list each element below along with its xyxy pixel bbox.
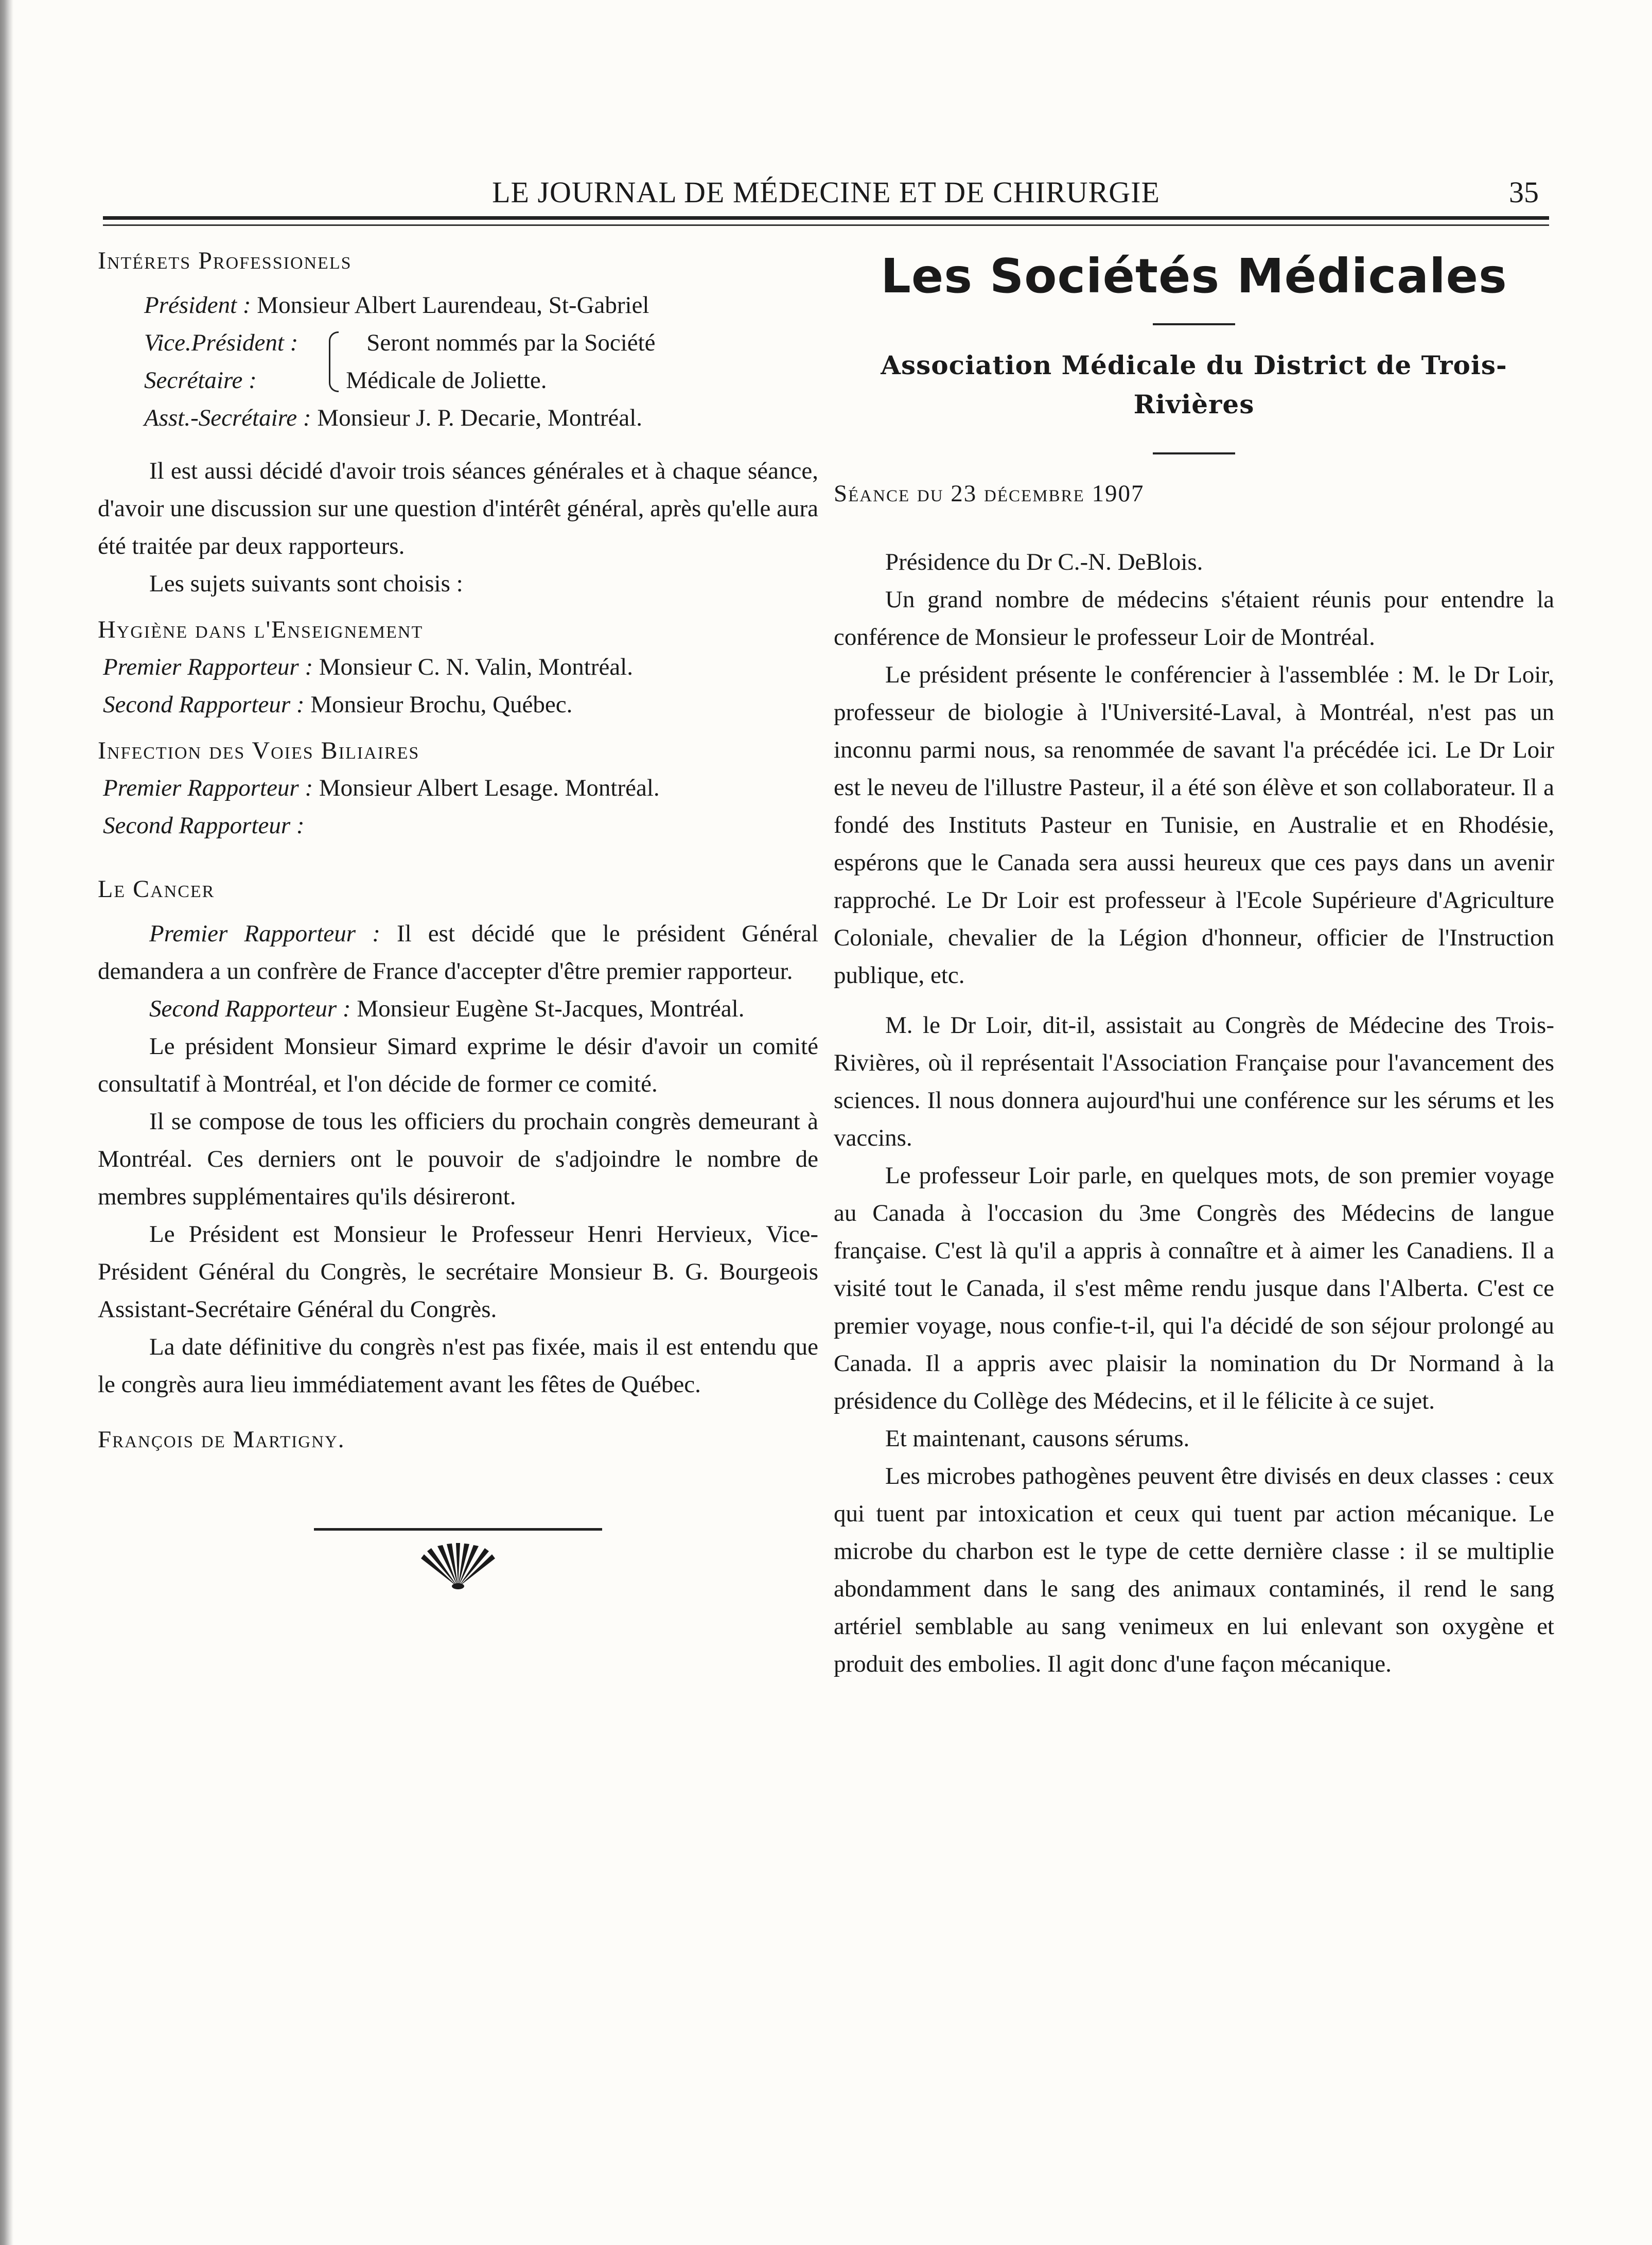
signature: François de Martigny. bbox=[98, 1426, 345, 1453]
seance-date: Séance du 23 décembre 1907 bbox=[834, 480, 1145, 507]
rapporteur-line bbox=[98, 648, 818, 686]
page-number: 35 bbox=[1509, 176, 1539, 209]
rapporteur-role: Premier Rapporteur : bbox=[103, 775, 313, 801]
officer-name: Monsieur Albert Laurendeau, St-Gabriel bbox=[257, 292, 649, 319]
scan-edge-shadow bbox=[0, 0, 13, 2245]
rapporteur-line bbox=[98, 769, 818, 807]
paragraph: Les sujets suivants sont choisis : bbox=[149, 570, 463, 597]
rapporteur-name: Monsieur C. N. Valin, Montréal. bbox=[319, 654, 633, 680]
officer-name: Monsieur J. P. Decarie, Montréal. bbox=[317, 405, 643, 431]
rapporteur-paragraph bbox=[98, 915, 818, 990]
rapporteur-role: Second Rapporteur : bbox=[103, 812, 305, 839]
paragraph: Les microbes pathogènes peuvent être divisés en deux classes : ceux qui tuent par intoxication et ceux qui tuent par action mécanique. Le microbe du charbon est le type de cette dernière classe : il se multiplie abondamment dans le sang des animaux contaminés, il rend le sang artériel semblable au sang venimeux en lui enlevant son oxygène et produit des embolies. Il agit donc d'une façon mécanique. bbox=[834, 1463, 1554, 1677]
page-header bbox=[103, 175, 1549, 221]
rapporteur-text: Il est décidé que le président Général demandera a un confrère de France d'accepter d'être premier rapporteur. bbox=[98, 920, 819, 985]
right-column bbox=[834, 242, 1554, 1683]
section-heading-interets: Intérets Professionels bbox=[98, 247, 352, 274]
rapporteur-role: Premier Rapporteur : bbox=[103, 654, 313, 680]
title-rule bbox=[1153, 323, 1235, 325]
paragraph: Un grand nombre de médecins s'étaient réunis pour entendre la conférence de Monsieur le professeur Loir de Montréal. bbox=[834, 586, 1554, 651]
officer-brace-group bbox=[144, 324, 818, 399]
paragraph: Le président présente le conférencier à l'assemblée : M. le Dr Loir, professeur de biologie à l'Université-Laval, à Montréal, n'est pas un inconnu parmi nous, sa renommée de savant l'a précédée ici. Le Dr Loir est le neveu de l'illustre Pasteur, il a été son élève et son collaborateur. Il a fondé des Instituts Pasteur en Tunisie, en Australie et en Rhodésie, espérons que le Canada sera aussi heureux que ces pays dans un avenir rapproché. Le Dr Loir est professeur à l'Ecole Supérieure d'Agriculture Coloniale, chevalier de la Légion d'honneur, officier de l'Instruction publique, etc. bbox=[834, 661, 1554, 989]
running-title: LE JOURNAL DE MÉDECINE ET DE CHIRURGIE bbox=[492, 176, 1160, 209]
officer-asst-secretaire bbox=[144, 399, 818, 437]
brace-icon bbox=[329, 331, 339, 392]
paragraph: M. le Dr Loir, dit-il, assistait au Congrès de Médecine des Trois-Rivières, où il représentait l'Association Française pour l'avancement des sciences. Il nous donnera aujourd'hui une conférence sur les sérums et les vaccins. bbox=[834, 1012, 1554, 1151]
header-rule-thick bbox=[103, 216, 1549, 220]
header-rule-thin bbox=[103, 224, 1549, 226]
paragraph: Et maintenant, causons sérums. bbox=[885, 1425, 1190, 1452]
brace-text bbox=[346, 324, 655, 399]
officer-role: Président : bbox=[144, 292, 251, 319]
paragraph: Présidence du Dr C.-N. DeBlois. bbox=[885, 549, 1203, 575]
association-title: Association Médicale du District de Trois-Rivières bbox=[881, 350, 1507, 419]
officer-role: Asst.-Secrétaire : bbox=[144, 405, 311, 431]
rapporteur-line bbox=[98, 686, 818, 724]
brace-text-line: Seront nommés par la Société bbox=[366, 329, 656, 356]
association-rule bbox=[1153, 452, 1235, 454]
fleuron-icon bbox=[407, 1541, 509, 1592]
rapporteur-role: Second Rapporteur : bbox=[103, 691, 305, 718]
officers-list bbox=[98, 287, 818, 437]
subject-heading-hygiene: Hygiène dans l'Enseignement bbox=[98, 616, 424, 643]
paragraph: Il se compose de tous les officiers du prochain congrès demeurant à Montréal. Ces derniers ont le pouvoir de s'adjoindre le nombre de membres supplémentaires qu'ils désireront. bbox=[98, 1108, 818, 1210]
rapporteur-name: Monsieur Albert Lesage. Montréal. bbox=[319, 775, 660, 801]
rapporteur-paragraph bbox=[98, 990, 818, 1028]
paragraph: Le Président est Monsieur le Professeur Henri Hervieux, Vice-Président Général du Congrès, le secrétaire Monsieur B. G. Bourgeois Assistant-Secrétaire Général du Congrès. bbox=[98, 1221, 818, 1323]
paragraph: La date définitive du congrès n'est pas fixée, mais il est entendu que le congrès aura lieu immédiatement avant les fêtes de Québec. bbox=[98, 1334, 818, 1398]
rapporteur-text: Monsieur Eugène St-Jacques, Montréal. bbox=[357, 995, 745, 1022]
subject-heading-cancer: Le Cancer bbox=[98, 875, 215, 903]
officer-role: Secrétaire : bbox=[144, 367, 257, 394]
brace-labels bbox=[144, 324, 298, 399]
ornament-rule bbox=[314, 1528, 602, 1531]
brace-text-line: Médicale de Joliette. bbox=[346, 367, 547, 394]
paragraph: Le président Monsieur Simard exprime le désir d'avoir un comité consultatif à Montréal, et l'on décide de former ce comité. bbox=[98, 1033, 818, 1097]
paragraph: Il est aussi décidé d'avoir trois séances générales et à chaque séance, d'avoir une discussion sur une question d'intérêt général, après qu'elle aura été traitée par deux rapporteurs. bbox=[98, 458, 818, 559]
paragraph: Le professeur Loir parle, en quelques mots, de son premier voyage au Canada à l'occasion du 3me Congrès des Médecins de langue française. C'est là qu'il a appris à connaître et à aimer les Canadiens. Il a visité tout le Canada, il s'est même rendu jusque dans l'Alberta. C'est ce premier voyage, nous confie-t-il, qui l'a décidé de son séjour prolongé au Canada. Il a appris avec plaisir la nomination du Dr Normand à la présidence du Collège des Médecins, et il le félicite à ce sujet. bbox=[834, 1162, 1554, 1414]
rapporteur-line bbox=[98, 807, 818, 845]
subject-heading-infection: Infection des Voies Biliaires bbox=[98, 737, 420, 764]
rapporteur-role: Second Rapporteur : bbox=[149, 995, 351, 1022]
section-title: Les Sociétés Médicales bbox=[881, 249, 1507, 304]
rapporteur-name: Monsieur Brochu, Québec. bbox=[310, 691, 573, 718]
rapporteur-role: Premier Rapporteur : bbox=[149, 920, 380, 947]
officer-role: Vice.Président : bbox=[144, 329, 298, 356]
left-column bbox=[98, 242, 818, 1592]
officer-president bbox=[144, 287, 818, 324]
